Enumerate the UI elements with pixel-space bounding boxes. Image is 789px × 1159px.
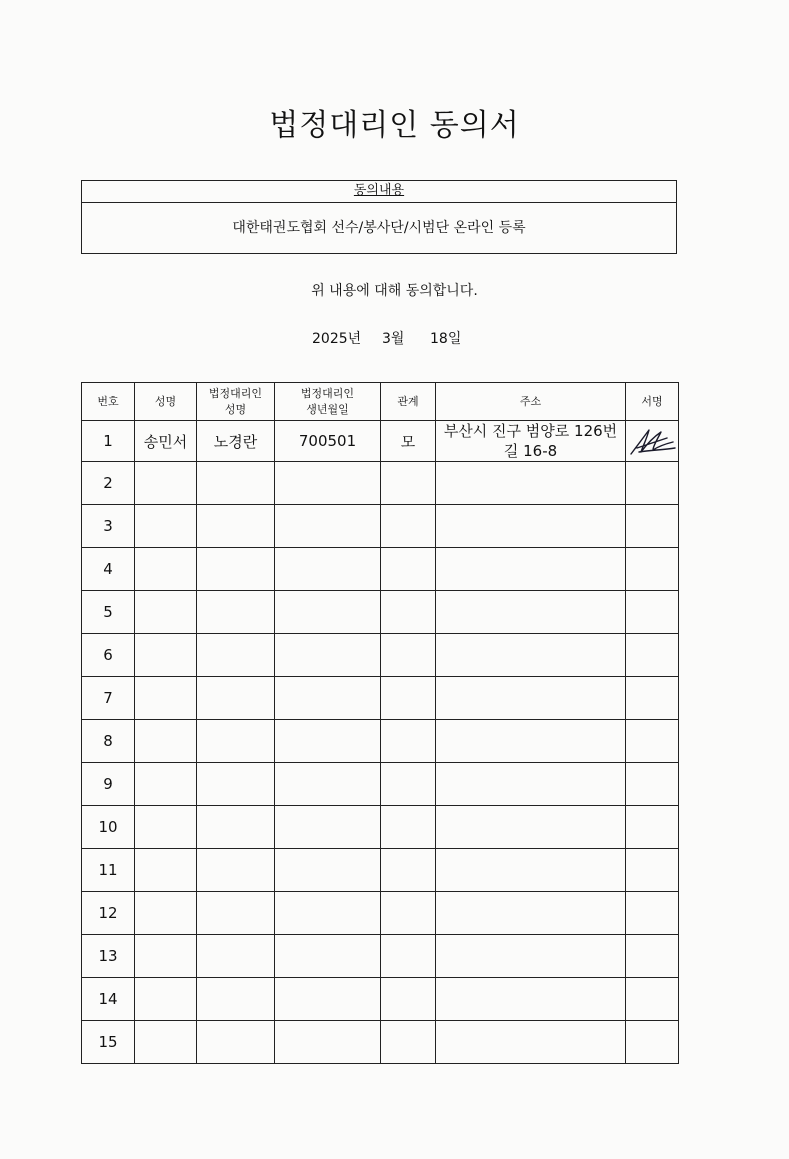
header-relation: 관계 <box>381 383 436 421</box>
cell-address <box>436 591 626 634</box>
cell-guardian-birth <box>275 591 381 634</box>
table-row <box>82 677 679 720</box>
cell-signature <box>626 978 679 1021</box>
table-row <box>82 462 679 505</box>
cell-address <box>436 462 626 505</box>
cell-signature <box>626 591 679 634</box>
cell-address-line1: 부산시 진구 범양로 126번 <box>443 422 618 440</box>
cell-guardian-birth <box>275 978 381 1021</box>
cell-guardian-birth <box>275 1021 381 1064</box>
cell-no: 8 <box>82 720 135 763</box>
cell-name <box>135 849 197 892</box>
cell-signature <box>626 548 679 591</box>
cell-no: 10 <box>82 806 135 849</box>
cell-no: 2 <box>82 462 135 505</box>
table-header-row <box>82 383 679 421</box>
header-guardian-birth-line1: 법정대리인 <box>300 386 355 400</box>
agree-statement: 위 내용에 대해 동의합니다. <box>311 283 478 299</box>
cell-guardian-name <box>197 591 275 634</box>
cell-name <box>135 462 197 505</box>
cell-guardian-birth <box>275 849 381 892</box>
cell-relation <box>381 548 436 591</box>
cell-guardian-birth: 700501 <box>275 421 381 462</box>
cell-name <box>135 505 197 548</box>
cell-address <box>436 421 626 462</box>
table-row <box>82 892 679 935</box>
cell-guardian-name <box>197 806 275 849</box>
cell-name <box>135 720 197 763</box>
cell-guardian-name: 노경란 <box>197 421 275 462</box>
cell-relation <box>381 806 436 849</box>
header-signature: 서명 <box>626 383 679 421</box>
cell-signature <box>626 763 679 806</box>
table-row <box>82 849 679 892</box>
consent-header-label: 동의내용 <box>353 183 405 198</box>
cell-relation <box>381 634 436 677</box>
cell-guardian-birth <box>275 505 381 548</box>
cell-no: 5 <box>82 591 135 634</box>
cell-name <box>135 634 197 677</box>
cell-address <box>436 505 626 548</box>
cell-no: 1 <box>82 421 135 462</box>
cell-guardian-birth <box>275 634 381 677</box>
header-guardian-name-line1: 법정대리인 <box>208 386 263 400</box>
consent-box <box>81 180 677 254</box>
cell-relation <box>381 591 436 634</box>
date-line <box>312 328 461 348</box>
cell-no: 12 <box>82 892 135 935</box>
table-row <box>82 935 679 978</box>
cell-no: 9 <box>82 763 135 806</box>
cell-guardian-name <box>197 677 275 720</box>
cell-signature <box>626 849 679 892</box>
cell-signature <box>626 634 679 677</box>
cell-name <box>135 591 197 634</box>
cell-signature <box>626 1021 679 1064</box>
cell-signature <box>626 677 679 720</box>
handwritten-signature <box>627 424 677 458</box>
cell-signature <box>626 421 679 462</box>
cell-guardian-birth <box>275 892 381 935</box>
cell-guardian-birth <box>275 720 381 763</box>
cell-address <box>436 763 626 806</box>
cell-signature <box>626 462 679 505</box>
cell-guardian-name <box>197 935 275 978</box>
cell-guardian-birth <box>275 677 381 720</box>
table-row <box>82 763 679 806</box>
cell-guardian-name <box>197 505 275 548</box>
header-guardian-name-line2: 성명 <box>224 402 247 416</box>
cell-name <box>135 677 197 720</box>
cell-name <box>135 806 197 849</box>
guardian-table <box>81 382 679 1064</box>
cell-guardian-birth <box>275 935 381 978</box>
cell-address <box>436 892 626 935</box>
table-row <box>82 978 679 1021</box>
cell-guardian-birth <box>275 462 381 505</box>
cell-guardian-name <box>197 849 275 892</box>
cell-signature <box>626 806 679 849</box>
cell-address <box>436 634 626 677</box>
cell-name: 송민서 <box>135 421 197 462</box>
cell-relation <box>381 677 436 720</box>
cell-no: 14 <box>82 978 135 1021</box>
cell-relation <box>381 720 436 763</box>
cell-signature <box>626 505 679 548</box>
cell-guardian-name <box>197 720 275 763</box>
cell-guardian-birth <box>275 763 381 806</box>
cell-address <box>436 677 626 720</box>
cell-signature <box>626 720 679 763</box>
header-guardian-birth-line2: 생년월일 <box>306 402 349 416</box>
cell-no: 4 <box>82 548 135 591</box>
table-body <box>82 421 679 1064</box>
cell-name <box>135 892 197 935</box>
table-row <box>82 548 679 591</box>
cell-relation <box>381 1021 436 1064</box>
cell-name <box>135 935 197 978</box>
cell-address <box>436 849 626 892</box>
table-row <box>82 1021 679 1064</box>
cell-guardian-name <box>197 462 275 505</box>
table-row <box>82 421 679 462</box>
cell-guardian-name <box>197 548 275 591</box>
cell-guardian-name <box>197 634 275 677</box>
cell-guardian-name <box>197 978 275 1021</box>
cell-name <box>135 763 197 806</box>
cell-relation <box>381 462 436 505</box>
cell-guardian-birth <box>275 548 381 591</box>
cell-name <box>135 1021 197 1064</box>
cell-relation <box>381 849 436 892</box>
cell-signature <box>626 892 679 935</box>
consent-content: 대한태권도협회 선수/봉사단/시범단 온라인 등록 <box>232 220 526 236</box>
table-row <box>82 720 679 763</box>
consent-header <box>82 181 676 203</box>
date-year: 2025년 <box>312 331 362 347</box>
cell-address <box>436 720 626 763</box>
cell-relation <box>381 763 436 806</box>
cell-guardian-name <box>197 763 275 806</box>
cell-no: 6 <box>82 634 135 677</box>
table-row <box>82 591 679 634</box>
header-name: 성명 <box>135 383 197 421</box>
cell-no: 11 <box>82 849 135 892</box>
cell-no: 7 <box>82 677 135 720</box>
header-address: 주소 <box>436 383 626 421</box>
cell-relation <box>381 505 436 548</box>
header-guardian-name <box>197 383 275 421</box>
cell-guardian-birth <box>275 806 381 849</box>
cell-address <box>436 1021 626 1064</box>
table-row <box>82 634 679 677</box>
cell-no: 3 <box>82 505 135 548</box>
cell-relation <box>381 935 436 978</box>
header-no: 번호 <box>82 383 135 421</box>
cell-address <box>436 978 626 1021</box>
date-day: 18일 <box>430 331 462 347</box>
header-guardian-birth <box>275 383 381 421</box>
cell-address-line2: 길 16-8 <box>503 442 558 460</box>
date-month: 3월 <box>382 331 405 347</box>
table-row <box>82 806 679 849</box>
page-title: 법정대리인 동의서 <box>269 108 520 143</box>
cell-guardian-name <box>197 1021 275 1064</box>
table-row <box>82 505 679 548</box>
cell-name <box>135 978 197 1021</box>
cell-relation <box>381 978 436 1021</box>
cell-signature <box>626 935 679 978</box>
cell-relation <box>381 892 436 935</box>
cell-no: 13 <box>82 935 135 978</box>
cell-relation: 모 <box>381 421 436 462</box>
cell-address <box>436 548 626 591</box>
cell-guardian-name <box>197 892 275 935</box>
cell-no: 15 <box>82 1021 135 1064</box>
cell-address <box>436 935 626 978</box>
cell-address <box>436 806 626 849</box>
cell-name <box>135 548 197 591</box>
